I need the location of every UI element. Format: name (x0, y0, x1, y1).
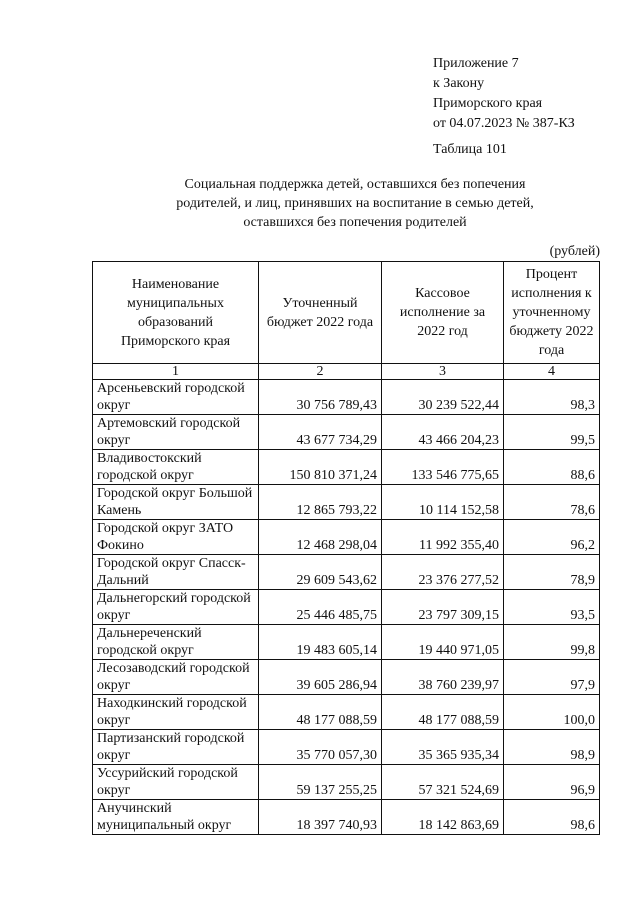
percent-cell: 99,5 (504, 415, 600, 450)
percent-cell: 98,6 (504, 800, 600, 835)
execution-cell: 23 797 309,15 (382, 590, 504, 625)
title-line: родителей, и лиц, принявших на воспитание в семью детей, (176, 196, 534, 211)
table-row (93, 590, 600, 625)
execution-cell: 35 365 935,34 (382, 730, 504, 765)
percent-cell: 78,6 (504, 485, 600, 520)
percent-cell: 98,3 (504, 380, 600, 415)
column-number: 1 (93, 364, 259, 380)
municipality-name-cell: Анучинский муниципальный округ (93, 800, 259, 835)
table-row (93, 380, 600, 415)
table-row (93, 765, 600, 800)
table-row (93, 800, 600, 835)
municipality-name-cell: Арсеньевский городской округ (93, 380, 259, 415)
column-header-budget: Уточненный бюджет 2022 года (259, 262, 382, 364)
municipality-name-cell: Владивостокский городской округ (93, 450, 259, 485)
percent-cell: 88,6 (504, 450, 600, 485)
budget-cell: 12 468 298,04 (259, 520, 382, 555)
column-number-row (93, 364, 600, 380)
table-row (93, 485, 600, 520)
budget-cell: 29 609 543,62 (259, 555, 382, 590)
table-row (93, 415, 600, 450)
table-row (93, 695, 600, 730)
column-number: 2 (259, 364, 382, 380)
title-line: оставшихся без попечения родителей (243, 215, 467, 230)
municipality-name-cell: Партизанский городской округ (93, 730, 259, 765)
appendix-line: от 04.07.2023 № 387-КЗ (433, 116, 575, 131)
percent-cell: 96,9 (504, 765, 600, 800)
column-header-percent: Процент исполнения к уточненному бюджету 2022 года (504, 262, 600, 364)
appendix-line: Приморского края (433, 96, 543, 111)
execution-cell: 30 239 522,44 (382, 380, 504, 415)
table-row (93, 520, 600, 555)
municipality-name-cell: Артемовский городской округ (93, 415, 259, 450)
execution-cell: 18 142 863,69 (382, 800, 504, 835)
budget-table (92, 261, 600, 835)
execution-cell: 133 546 775,65 (382, 450, 504, 485)
municipality-name-cell: Лесозаводский городской округ (93, 660, 259, 695)
execution-cell: 38 760 239,97 (382, 660, 504, 695)
budget-cell: 59 137 255,25 (259, 765, 382, 800)
execution-cell: 10 114 152,58 (382, 485, 504, 520)
table-header-row (93, 262, 600, 364)
budget-cell: 43 677 734,29 (259, 415, 382, 450)
percent-cell: 100,0 (504, 695, 600, 730)
table-row (93, 660, 600, 695)
percent-cell: 99,8 (504, 625, 600, 660)
municipality-name-cell: Городской округ Большой Камень (93, 485, 259, 520)
execution-cell: 48 177 088,59 (382, 695, 504, 730)
execution-cell: 11 992 355,40 (382, 520, 504, 555)
budget-cell: 39 605 286,94 (259, 660, 382, 695)
budget-cell: 150 810 371,24 (259, 450, 382, 485)
execution-cell: 23 376 277,52 (382, 555, 504, 590)
appendix-header (433, 54, 575, 134)
budget-cell: 18 397 740,93 (259, 800, 382, 835)
column-header-name: Наименование муниципальных образований Приморского края (93, 262, 259, 364)
municipality-name-cell: Городской округ ЗАТО Фокино (93, 520, 259, 555)
column-number: 3 (382, 364, 504, 380)
municipality-name-cell: Городской округ Спасск-Дальний (93, 555, 259, 590)
execution-cell: 43 466 204,23 (382, 415, 504, 450)
unit-label: (рублей) (549, 244, 600, 259)
column-header-execution: Кассовое исполнение за 2022 год (382, 262, 504, 364)
appendix-line: Приложение 7 (433, 56, 519, 71)
table-row (93, 450, 600, 485)
budget-cell: 19 483 605,14 (259, 625, 382, 660)
percent-cell: 93,5 (504, 590, 600, 625)
percent-cell: 97,9 (504, 660, 600, 695)
title-line: Социальная поддержка детей, оставшихся без попечения (184, 177, 526, 192)
percent-cell: 78,9 (504, 555, 600, 590)
percent-cell: 96,2 (504, 520, 600, 555)
budget-cell: 48 177 088,59 (259, 695, 382, 730)
budget-cell: 12 865 793,22 (259, 485, 382, 520)
column-number: 4 (504, 364, 600, 380)
table-row (93, 555, 600, 590)
appendix-line: к Закону (433, 76, 485, 91)
municipality-name-cell: Находкинский городской округ (93, 695, 259, 730)
execution-cell: 19 440 971,05 (382, 625, 504, 660)
municipality-name-cell: Дальнереченский городской округ (93, 625, 259, 660)
municipality-name-cell: Уссурийский городской округ (93, 765, 259, 800)
table-title (100, 175, 610, 232)
execution-cell: 57 321 524,69 (382, 765, 504, 800)
budget-cell: 30 756 789,43 (259, 380, 382, 415)
percent-cell: 98,9 (504, 730, 600, 765)
budget-cell: 25 446 485,75 (259, 590, 382, 625)
table-row (93, 730, 600, 765)
municipality-name-cell: Дальнегорский городской округ (93, 590, 259, 625)
table-label: Таблица 101 (433, 142, 507, 157)
budget-cell: 35 770 057,30 (259, 730, 382, 765)
table-row (93, 625, 600, 660)
